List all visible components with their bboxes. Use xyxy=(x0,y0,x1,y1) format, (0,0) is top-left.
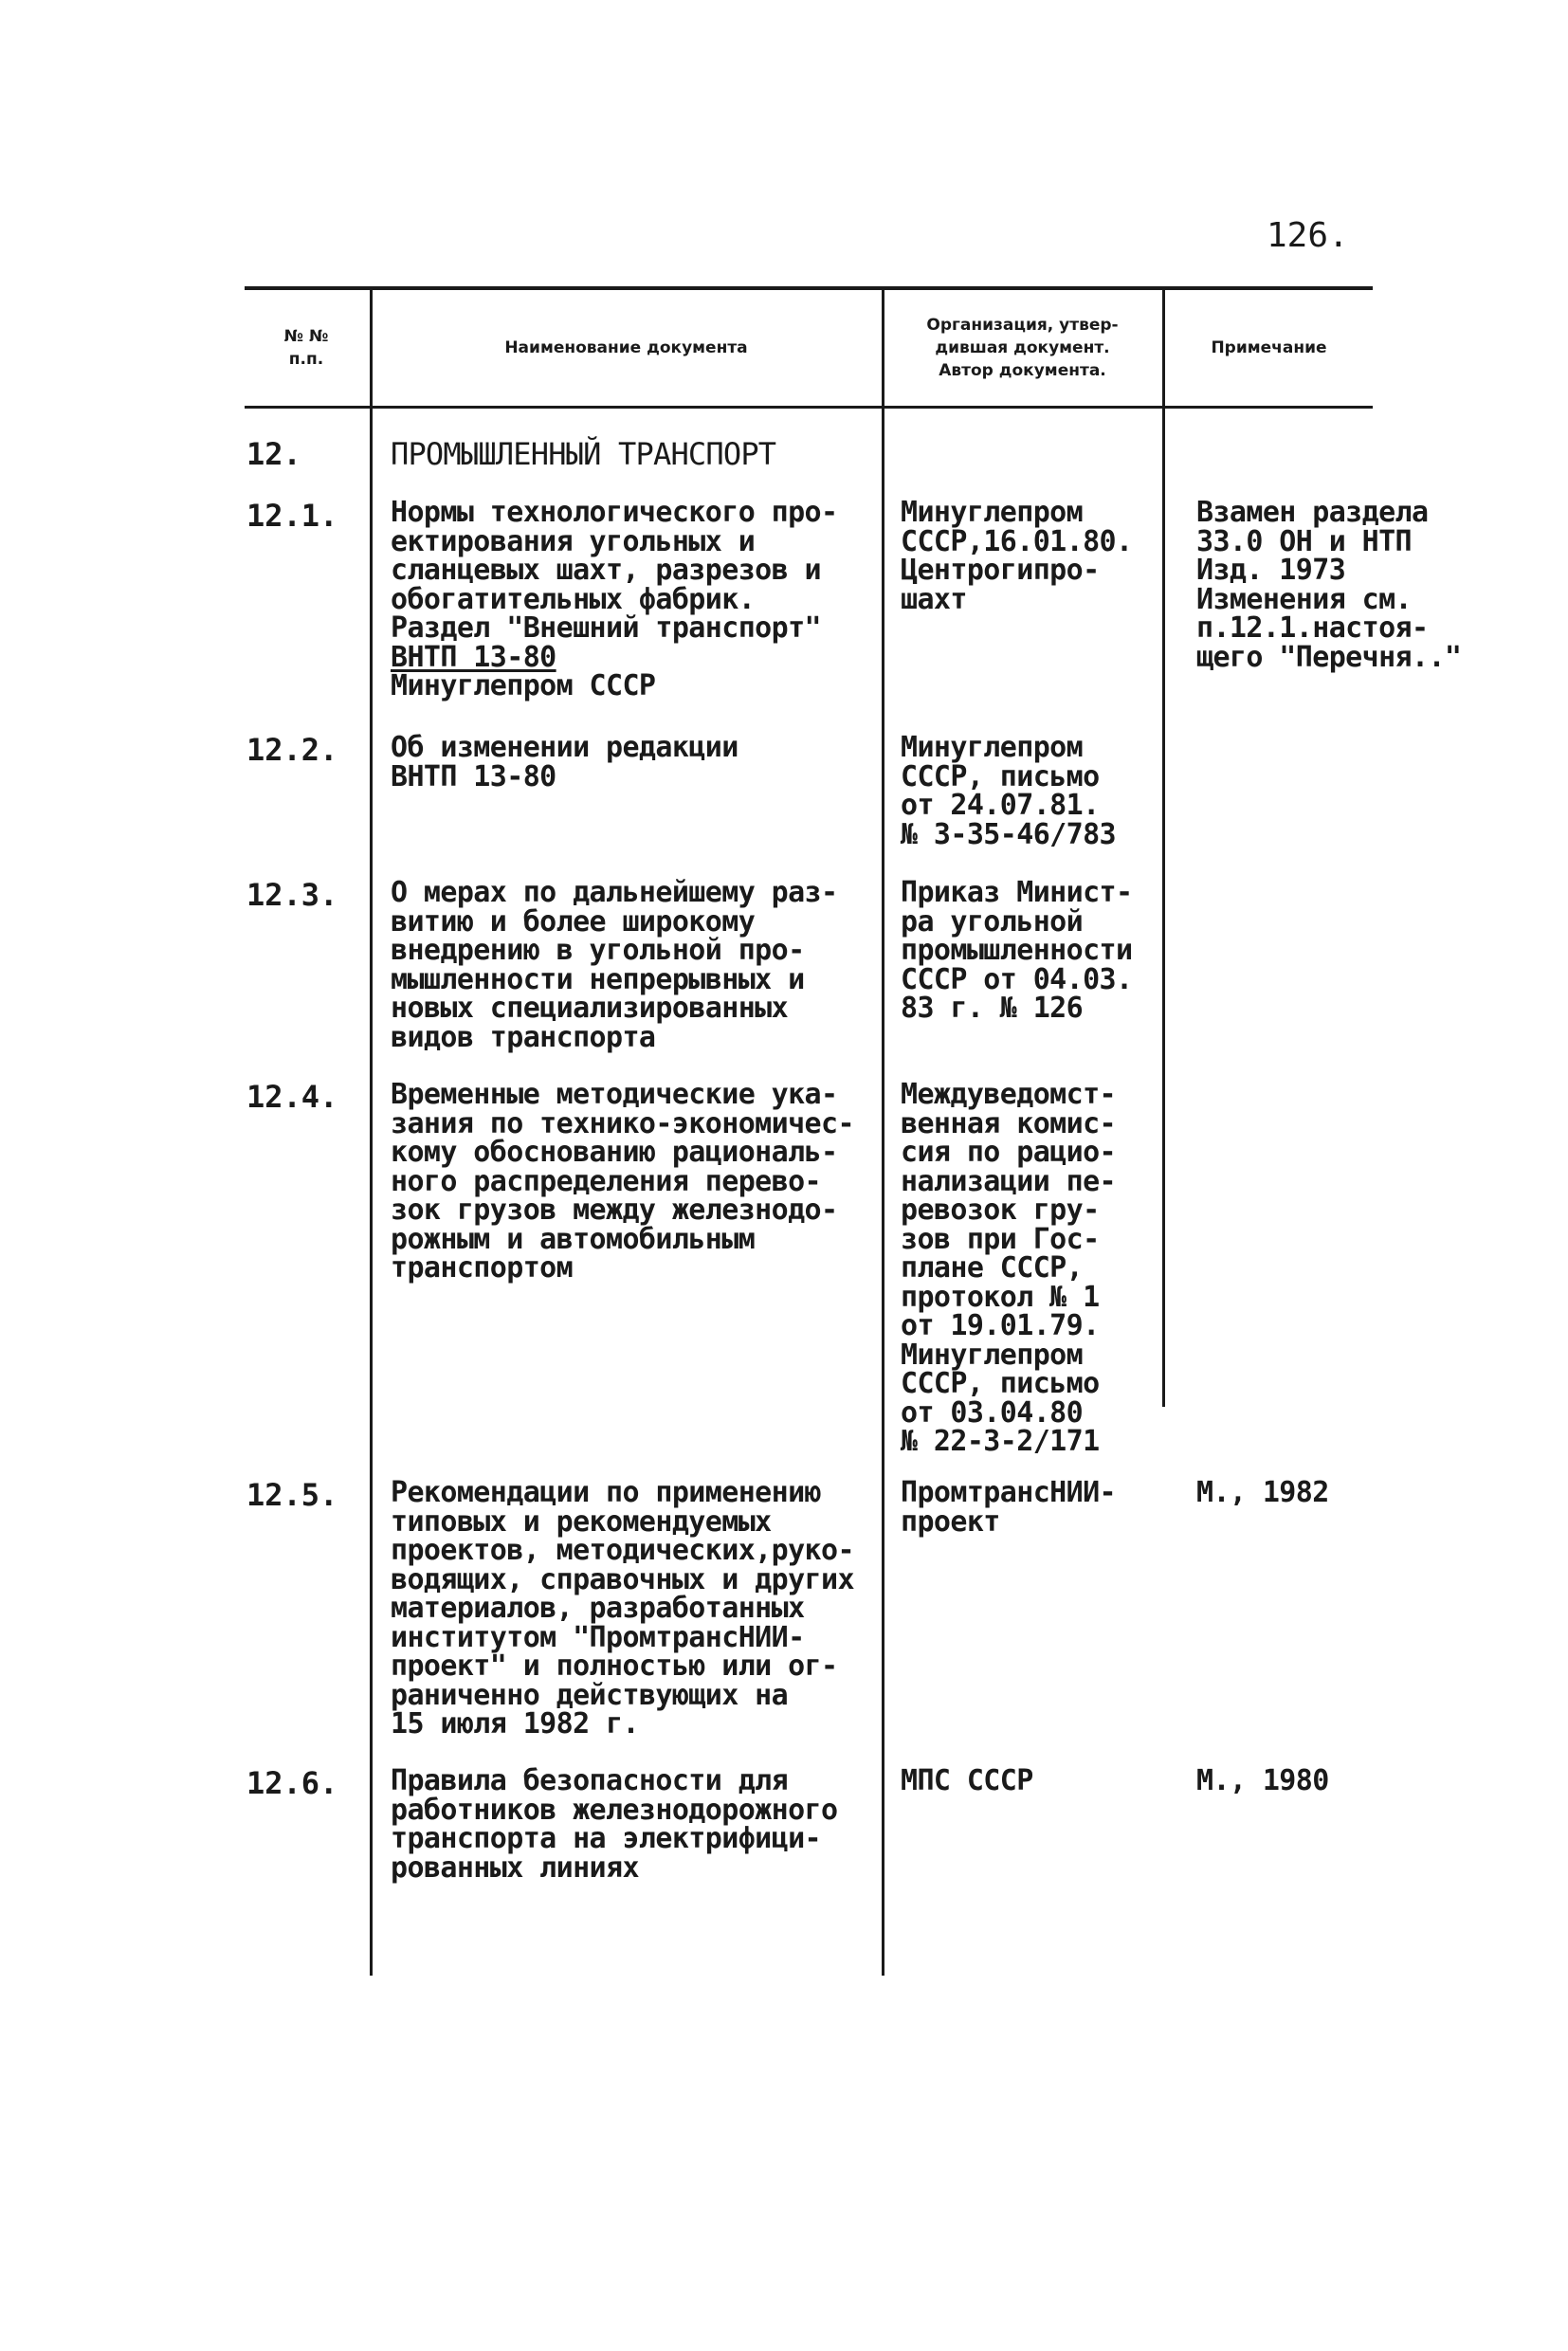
text-line: кому обоснованию рациональ- xyxy=(391,1136,838,1169)
text-line: Изменения см. xyxy=(1196,582,1412,616)
text-line: Междуведомст- xyxy=(901,1078,1116,1111)
header-col-org-line: дившая документ. xyxy=(935,338,1110,357)
header-col-number xyxy=(245,290,368,406)
text-line: новых специализированных xyxy=(391,992,789,1025)
row-number: 12.4. xyxy=(246,1079,338,1115)
text-line: МПС СССР xyxy=(901,1764,1033,1797)
text-line: проект xyxy=(901,1504,1000,1539)
text-line: ектирования угольных и xyxy=(391,524,756,558)
row-organization xyxy=(901,1476,1116,1539)
row-note xyxy=(1196,1476,1329,1509)
text-line: 33.0 ОН и НТП xyxy=(1196,524,1412,558)
text-line: материалов, разработанных xyxy=(391,1592,805,1625)
text-line: Рекомендации по применению xyxy=(391,1476,821,1509)
header-col-note-text: Примечание xyxy=(1211,338,1327,357)
section-number: 12. xyxy=(246,436,301,472)
row-note xyxy=(1196,1764,1329,1797)
text-line: Минуглепром xyxy=(901,731,1084,764)
text-line: мышленности непрерывных и xyxy=(391,962,805,996)
row-organization xyxy=(901,731,1116,851)
text-line: зания по технико-экономичес- xyxy=(391,1106,854,1140)
row-number: 12.5. xyxy=(246,1477,338,1513)
header-col-name xyxy=(373,290,880,406)
text-line: ра угольной xyxy=(901,904,1084,939)
text-line: зок грузов между железнодо- xyxy=(391,1194,838,1227)
text-line: п.12.1.настоя- xyxy=(1196,611,1429,645)
text-line: плане СССР, xyxy=(901,1251,1084,1285)
text-line: Временные методические ука- xyxy=(391,1078,838,1111)
row-document-name xyxy=(391,876,838,1054)
row-organization xyxy=(901,876,1133,1025)
text-line: витию и более широкому xyxy=(391,904,756,939)
text-line: от 03.04.80 xyxy=(901,1395,1084,1430)
text-line: СССР,16.01.80. xyxy=(901,524,1133,558)
row-document-name xyxy=(391,1764,838,1885)
text-line: проект" и полностью или ог- xyxy=(391,1649,838,1683)
header-col-org xyxy=(884,290,1160,406)
text-line: 83 г. № 126 xyxy=(901,992,1084,1025)
text-line: от 24.07.81. xyxy=(901,789,1100,822)
text-line: № 22-3-2/171 xyxy=(901,1425,1100,1458)
text-line: Правила безопасности для xyxy=(391,1764,789,1797)
text-line: Центрогипро- xyxy=(901,554,1100,587)
row-document-name xyxy=(391,731,738,793)
text-line: транспорта на электрифици- xyxy=(391,1822,821,1855)
text-line: Раздел "Внешний транспорт" xyxy=(391,611,821,645)
column-divider-2 xyxy=(882,288,884,1976)
header-col-number-line: № № xyxy=(283,327,329,346)
row-document-name xyxy=(391,1476,854,1740)
text-line: типовых и рекомендуемых xyxy=(391,1504,772,1539)
row-note xyxy=(1196,496,1462,674)
text-line: № 3-35-46/783 xyxy=(901,817,1116,851)
text-line: рованных линиях xyxy=(391,1850,639,1885)
text-line: водящих, справочных и других xyxy=(391,1562,854,1596)
text-line: Взамен раздела xyxy=(1196,496,1429,529)
header-col-name-text: Наименование документа xyxy=(504,338,748,357)
text-line: венная комис- xyxy=(901,1106,1116,1140)
row-number: 12.2. xyxy=(246,732,338,768)
header-col-org-line: Автор документа. xyxy=(939,361,1106,380)
row-number: 12.1. xyxy=(246,498,338,534)
text-line: работников железнодорожного xyxy=(391,1793,838,1827)
text-line: ревозок гру- xyxy=(901,1194,1100,1227)
column-divider-3 xyxy=(1162,288,1165,1407)
header-col-note xyxy=(1165,290,1373,406)
text-line: М., 1982 xyxy=(1196,1476,1329,1509)
text-line: нализации пе- xyxy=(901,1164,1116,1198)
text-line: СССР, письмо xyxy=(901,1367,1100,1400)
text-line: зов при Гос- xyxy=(901,1222,1100,1256)
text-line: Минуглепром xyxy=(901,496,1084,529)
text-line: раниченно действующих на xyxy=(391,1678,789,1712)
row-document-name xyxy=(391,496,838,702)
text-line: обогатительных фабрик. xyxy=(391,582,756,616)
row-number: 12.6. xyxy=(246,1765,338,1801)
row-document-name xyxy=(391,1078,854,1285)
text-line: сланцевых шахт, разрезов и xyxy=(391,554,821,587)
header-col-org-line: Организация, утвер- xyxy=(926,316,1119,335)
text-line: СССР от 04.03. xyxy=(901,962,1133,996)
row-number: 12.3. xyxy=(246,877,338,913)
text-line: внедрению в угольной про- xyxy=(391,934,805,967)
header-bottom-rule xyxy=(245,406,1373,409)
header-col-number-line: п.п. xyxy=(288,350,324,369)
page-number: 126. xyxy=(1267,216,1349,255)
text-line: Нормы технологического про- xyxy=(391,496,838,529)
column-divider-1 xyxy=(370,288,373,1976)
section-title: ПРОМЫШЛЕННЫЙ ТРАНСПОРТ xyxy=(391,436,776,472)
text-line: ного распределения перево- xyxy=(391,1164,821,1198)
row-organization xyxy=(901,1078,1116,1458)
text-line: ВНТП 13-80 xyxy=(391,640,556,674)
text-line: М., 1980 xyxy=(1196,1764,1329,1797)
text-line: промышленности xyxy=(901,934,1133,967)
text-line: институтом "ПромтрансНИИ- xyxy=(391,1620,805,1654)
text-line: ВНТП 13-80 xyxy=(391,759,556,793)
row-organization xyxy=(901,1764,1033,1797)
text-line: О мерах по дальнейшему раз- xyxy=(391,876,838,909)
text-line: рожным и автомобильным xyxy=(391,1222,756,1256)
text-line: сия по рацио- xyxy=(901,1136,1116,1169)
text-line: транспортом xyxy=(391,1251,574,1285)
text-line: ПромтрансНИИ- xyxy=(901,1476,1116,1509)
text-line: Минуглепром СССР xyxy=(391,669,656,702)
text-line: Изд. 1973 xyxy=(1196,554,1346,587)
text-line: Об изменении редакции xyxy=(391,731,738,764)
text-line: Минуглепром xyxy=(901,1338,1084,1372)
row-organization xyxy=(901,496,1133,616)
text-line: СССР, письмо xyxy=(901,759,1100,793)
text-line: протокол № 1 xyxy=(901,1280,1100,1314)
text-line: от 19.01.79. xyxy=(901,1309,1100,1342)
text-line: Приказ Минист- xyxy=(901,876,1133,909)
text-line: шахт xyxy=(901,582,967,616)
text-line: 15 июля 1982 г. xyxy=(391,1707,639,1740)
text-line: проектов, методических,руко- xyxy=(391,1534,854,1567)
text-line: видов транспорта xyxy=(391,1020,656,1054)
text-line: щего "Перечня.." xyxy=(1196,640,1462,674)
